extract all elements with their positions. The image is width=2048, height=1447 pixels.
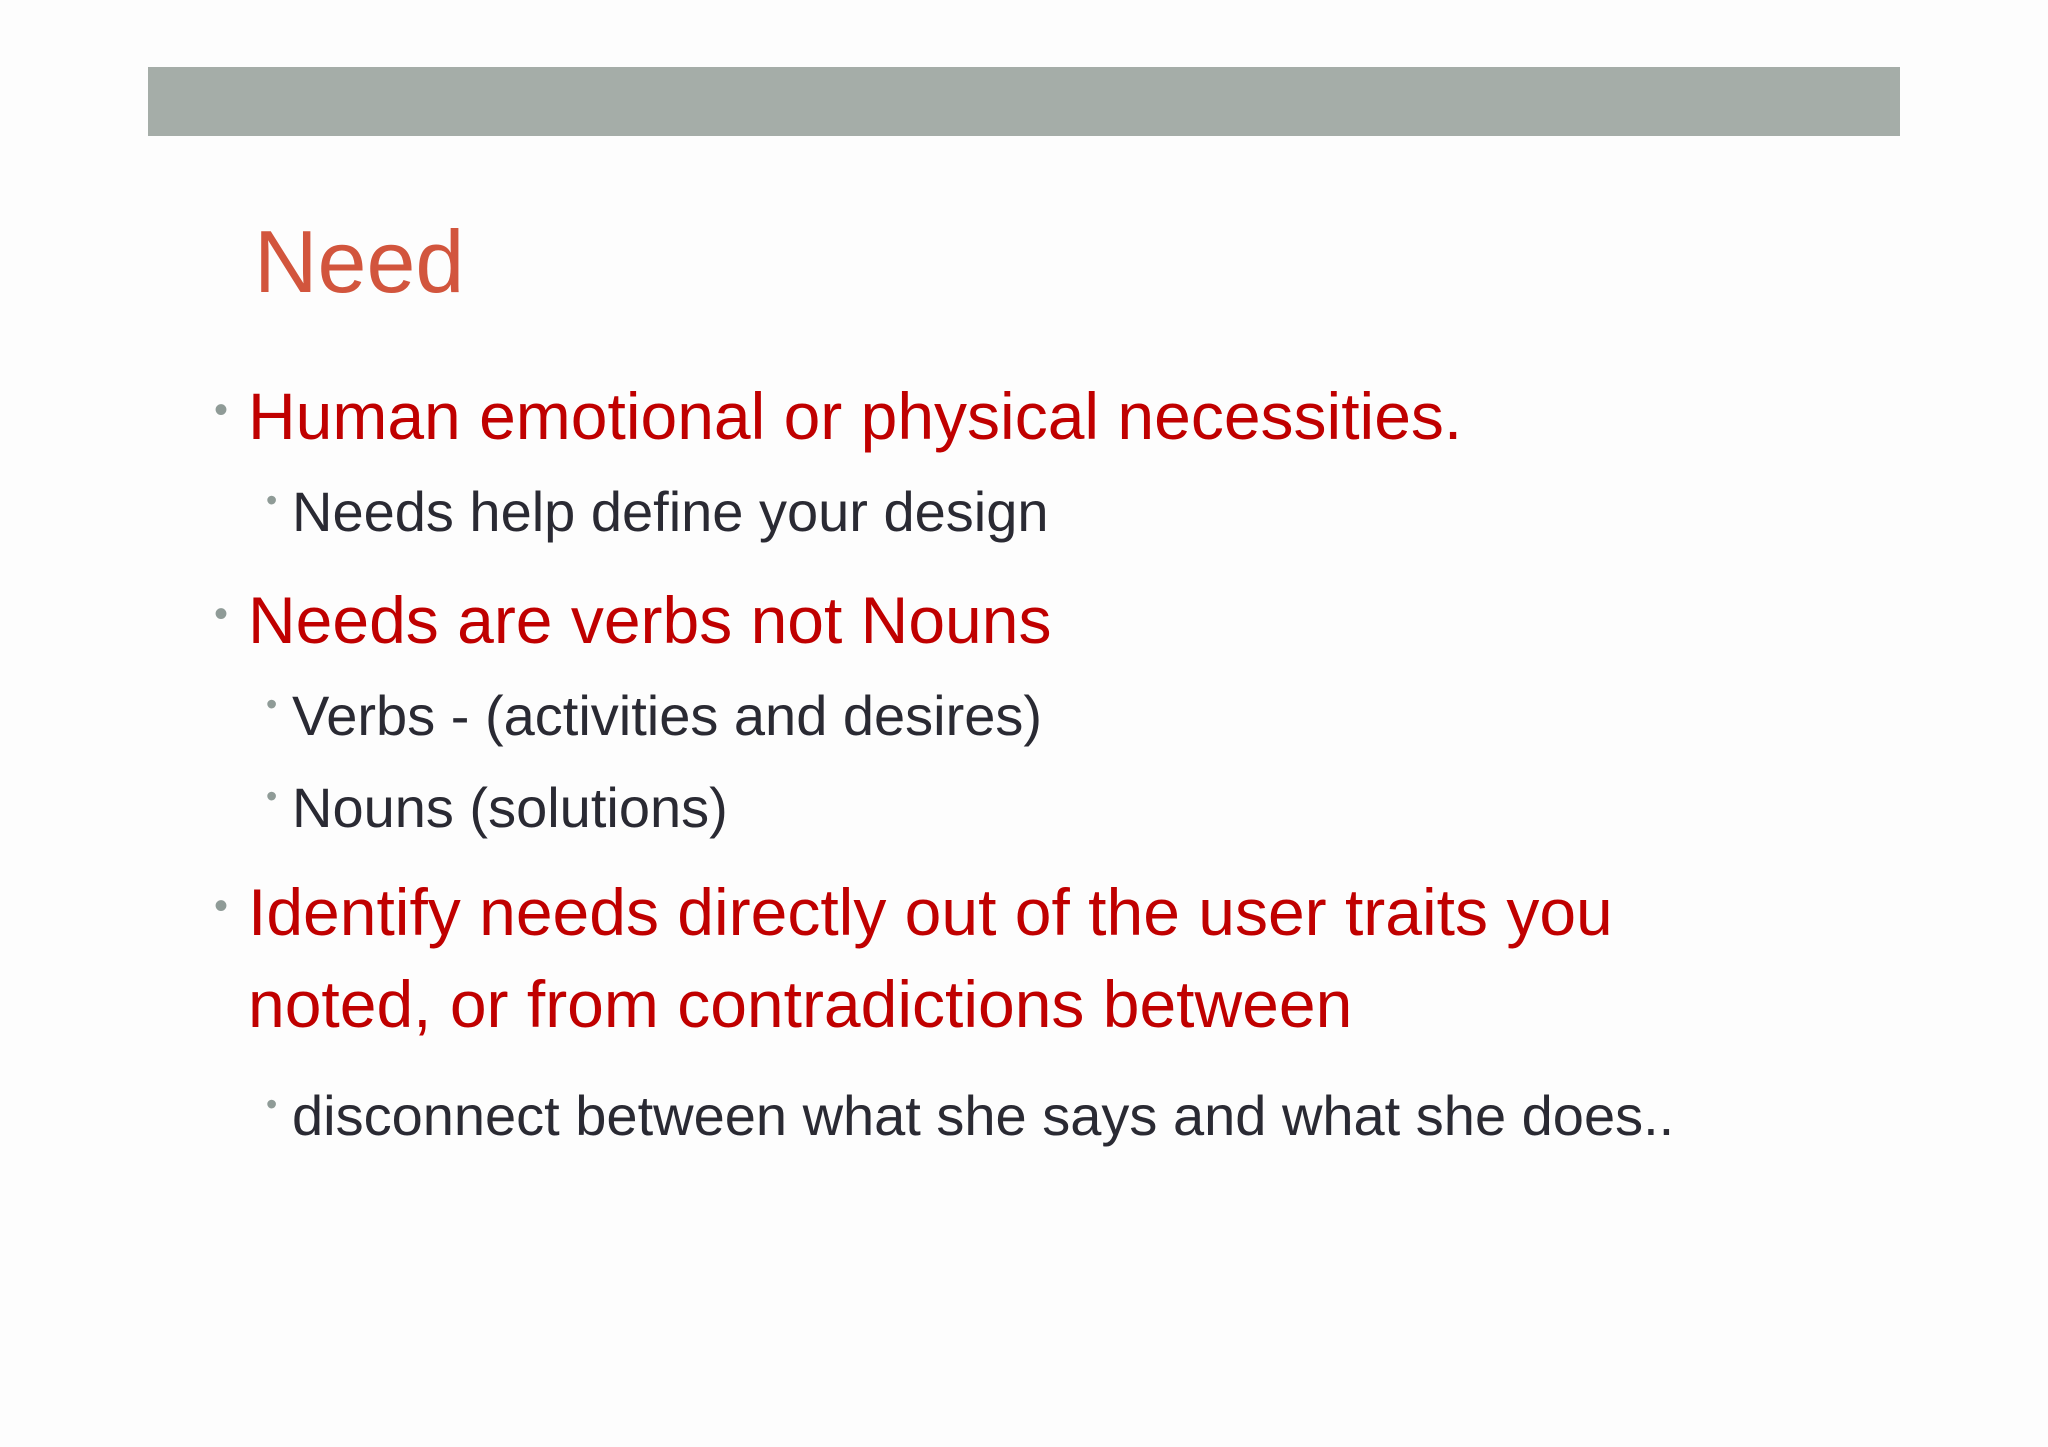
- bullet-dot-icon: •: [214, 388, 229, 432]
- bullet-text: Verbs - (activities and desires): [292, 684, 1043, 747]
- bullet-dot-icon: •: [266, 686, 278, 722]
- bullet-level1: [210, 574, 2010, 666]
- bullet-dot-icon: •: [266, 1086, 278, 1122]
- bullet-text: Needs help define your design: [292, 480, 1049, 543]
- bullet-level2: [210, 472, 2010, 552]
- bullet-text: Identify needs directly out of the user traits you noted, or from contradictions between: [248, 875, 1613, 1041]
- bullet-text: Human emotional or physical necessities.: [248, 379, 1463, 453]
- bullet-text: Needs are verbs not Nouns: [248, 583, 1052, 657]
- bullet-text: disconnect between what she says and what she does..: [292, 1084, 1675, 1147]
- bullet-level1: [210, 866, 2010, 1050]
- bullet-text: Nouns (solutions): [292, 776, 728, 839]
- bullet-dot-icon: •: [214, 592, 229, 636]
- bullet-level2: [210, 676, 2010, 756]
- header-bar: [148, 67, 1900, 136]
- slide-title: Need: [254, 212, 465, 311]
- bullet-dot-icon: •: [266, 482, 278, 518]
- bullet-level2: [210, 768, 2010, 848]
- bullet-level1: [210, 370, 2010, 462]
- bullet-dot-icon: •: [266, 778, 278, 814]
- bullet-level2: [210, 1076, 2010, 1156]
- bullet-dot-icon: •: [214, 884, 229, 928]
- slide-content: [210, 370, 2010, 1156]
